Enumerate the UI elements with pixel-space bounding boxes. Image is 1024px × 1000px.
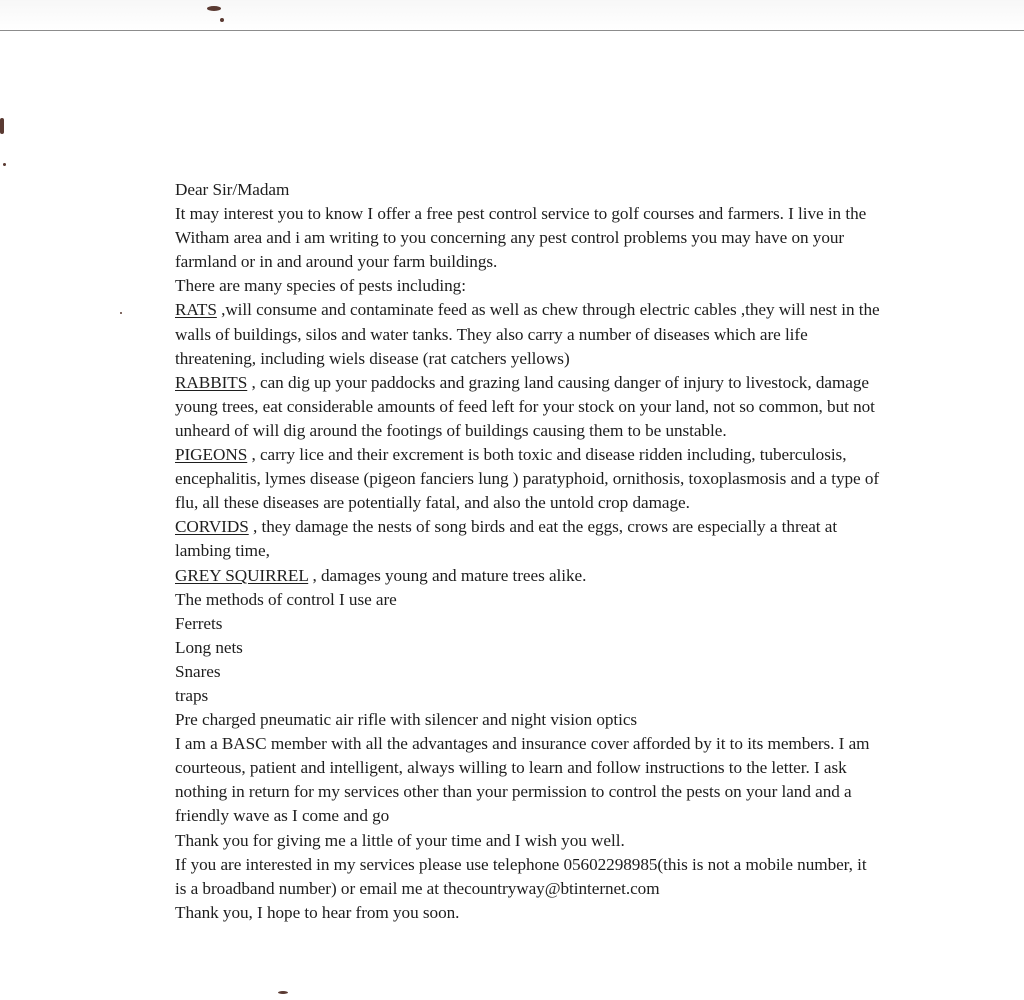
scan-top-edge xyxy=(0,0,1024,31)
closing-line: Thank you for giving me a little of your time and I wish you well. xyxy=(175,830,625,850)
pest-line xyxy=(175,298,1024,322)
scan-speck xyxy=(3,163,6,166)
pest-name: CORVIDS xyxy=(175,517,249,537)
letter-body xyxy=(175,178,1024,925)
pest-description-line: young trees, eat considerable amounts of feed left for your stock on your land, not so common, but not xyxy=(175,396,875,416)
pest-description-line: lambing time, xyxy=(175,541,270,561)
method-item: Long nets xyxy=(175,637,243,657)
pest-description: , can dig up your paddocks and grazing land causing danger of injury to livestock, damage xyxy=(247,372,869,392)
scan-speck xyxy=(220,18,224,22)
pest-line xyxy=(175,443,1024,467)
closing-line: Thank you, I hope to hear from you soon. xyxy=(175,902,460,922)
pest-description-line: encephalitis, lymes disease (pigeon fanciers lung ) paratyphoid, ornithosis, toxoplasmosis and a type of xyxy=(175,469,880,489)
greeting: Dear Sir/Madam xyxy=(175,180,290,199)
closing-paragraph xyxy=(175,732,1024,925)
pest-description: , carry lice and their excrement is both toxic and disease ridden including, tuberculosis, xyxy=(247,445,847,465)
closing-line: friendly wave as I come and go xyxy=(175,806,390,826)
pest-entry-rats xyxy=(175,298,1024,370)
pest-description: ,will consume and contaminate feed as well as chew through electric cables ,they will nest in the xyxy=(216,300,880,320)
pest-name: GREY SQUIRREL xyxy=(175,565,309,585)
method-item: Snares xyxy=(175,661,221,681)
closing-line: If you are interested in my services please use telephone 05602298985(this is not a mobile number, it xyxy=(175,854,867,874)
method-item: Pre charged pneumatic air rifle with silencer and night vision optics xyxy=(175,710,638,730)
closing-line: I am a BASC member with all the advantages and insurance cover afforded by it to its members. I am xyxy=(175,734,870,754)
method-item: Ferrets xyxy=(175,613,223,633)
closing-line: courteous, patient and intelligent, always willing to learn and follow instructions to the letter. I ask xyxy=(175,758,847,778)
pest-description-line: walls of buildings, silos and water tanks. They also carry a number of diseases which are life xyxy=(175,324,808,344)
species-intro: There are many species of pests including: xyxy=(175,276,466,296)
pest-entry-corvids xyxy=(175,515,1024,563)
pest-description: , they damage the nests of song birds and eat the eggs, crows are especially a threat at xyxy=(248,517,838,537)
scan-speck xyxy=(120,312,122,314)
scan-speck xyxy=(0,118,4,134)
pest-description: , damages young and mature trees alike. xyxy=(308,565,587,585)
closing-line: is a broadband number) or email me at thecountryway@btinternet.com xyxy=(175,878,660,898)
pest-entry-grey-squirrel xyxy=(175,564,1024,588)
intro-paragraph xyxy=(175,202,1024,274)
closing-line: nothing in return for my services other than your permission to control the pests on your land and a xyxy=(175,782,852,802)
intro-line: farmland or in and around your farm buildings. xyxy=(175,252,498,272)
methods-intro: The methods of control I use are xyxy=(175,589,397,609)
method-item: traps xyxy=(175,685,209,705)
pest-name: RATS xyxy=(175,300,217,320)
pest-description-line: flu, all these diseases are potentially fatal, and also the untold crop damage. xyxy=(175,493,690,513)
pest-entry-pigeons xyxy=(175,443,1024,515)
pest-entry-rabbits xyxy=(175,371,1024,443)
intro-line: Witham area and i am writing to you concerning any pest control problems you may have on your xyxy=(175,228,845,248)
pest-line xyxy=(175,564,1024,588)
pest-name: RABBITS xyxy=(175,372,248,392)
scan-speck xyxy=(278,991,288,994)
pest-description-line: threatening, including wiels disease (rat catchers yellows) xyxy=(175,348,570,368)
pest-description-line: unheard of will dig around the footings of buildings causing them to be unstable. xyxy=(175,420,727,440)
intro-line: It may interest you to know I offer a free pest control service to golf courses and farmers. I live in the xyxy=(175,204,867,224)
scan-speck xyxy=(207,6,221,11)
pest-name: PIGEONS xyxy=(175,445,248,465)
methods-list xyxy=(175,612,1024,732)
pest-line xyxy=(175,371,1024,395)
pest-line xyxy=(175,515,1024,539)
